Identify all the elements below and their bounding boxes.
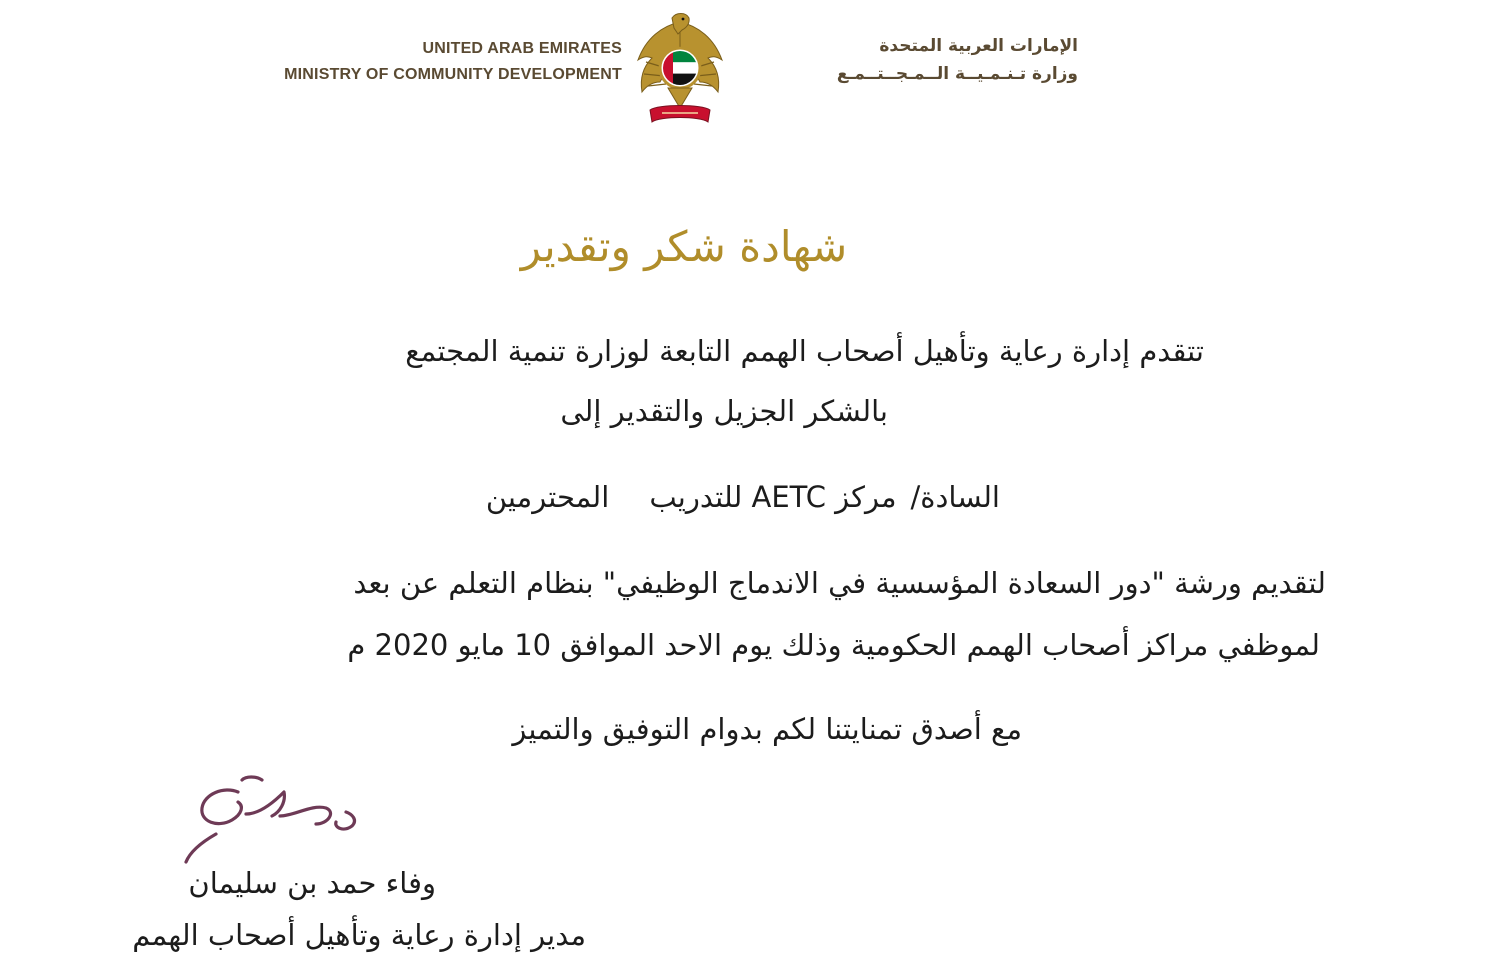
arabic-letterhead [738,12,1098,130]
intro-line-1: تتقدم إدارة رعاية وتأهيل أصحاب الهمم التابعة لوزارة تنمية المجتمع [405,334,1204,368]
country-name-english: UNITED ARAB EMIRATES [422,40,622,57]
body-line-1: لتقديم ورشة "دور السعادة المؤسسية في الاندماج الوظيفي" بنظام التعلم عن بعد [353,566,1326,600]
signatory-title: مدير إدارة رعاية وتأهيل أصحاب الهمم [132,918,586,952]
body-line-2: لموظفي مراكز أصحاب الهمم الحكومية وذلك يوم الاحد الموافق 10 مايو 2020 م [347,628,1320,662]
ministry-name-arabic: وزارة تـنـمـيــة الــمـجــتــمـع [836,64,1078,84]
uae-emblem-icon [632,12,728,130]
recipient-prefix: السادة/ [910,480,1000,514]
ministry-name-english: MINISTRY OF COMMUNITY DEVELOPMENT [284,66,622,83]
handwritten-signature [176,772,366,872]
english-letterhead [260,12,622,130]
recipient-suffix: المحترمين [485,480,610,514]
intro-line-2: بالشكر الجزيل والتقدير إلى [560,394,888,428]
closing-line: مع أصدق تمنايتنا لكم بدوام التوفيق والتميز [512,712,1022,746]
letterhead [260,12,1120,130]
recipient-name: مركز AETC للتدريب [649,480,897,514]
country-name-arabic: الإمارات العربية المتحدة [879,36,1078,56]
recipient-line [486,480,1000,514]
signatory-name: وفاء حمد بن سليمان [188,866,436,900]
certificate-title: شهادة شكر وتقدير [520,222,848,271]
